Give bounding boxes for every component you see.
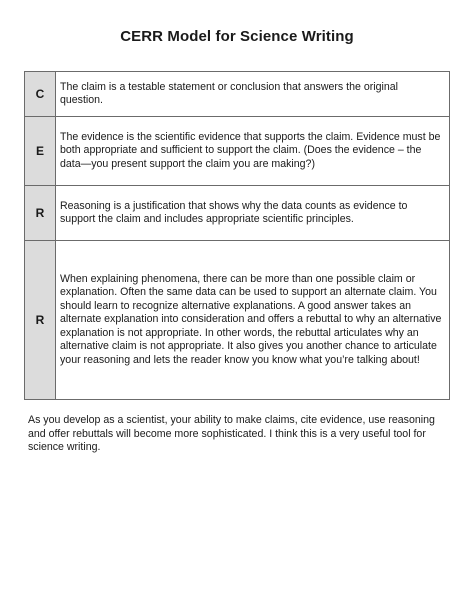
page-title: CERR Model for Science Writing <box>120 28 354 45</box>
rebuttal-description-text: When explaining phenomena, there can be more than one possible claim or explanation. Often the same data can be used to support an alternate claim. You should learn to recognize alternative explanations. A good answer takes an alternate explanation into consideration and offers a rebuttal to why an alternative explanation is not appropriate. In other words, the rebuttal articulates why an alternative claim is not appropriate. It also gives you another chance to articulate your reasoning and lets the reader know you know what you’re talking about! <box>60 273 442 366</box>
cerr-table <box>24 71 450 400</box>
evidence-description-text: The evidence is the scientific evidence that supports the claim. Evidence must be both appropriate and sufficient to support the claim. (Does the evidence – the data—you present support the claim you are making?) <box>60 130 441 170</box>
row-description-rebuttal <box>60 241 443 399</box>
row-letter-r-rebuttal: R <box>25 241 56 399</box>
row-letter-c: C <box>25 72 56 116</box>
row-description-claim <box>60 72 443 116</box>
table-row-claim <box>25 72 449 117</box>
row-letter-r-reasoning: R <box>25 186 56 240</box>
table-row-rebuttal <box>25 241 449 399</box>
closing-paragraph: As you develop as a scientist, your ability to make claims, cite evidence, use reasoning and offer rebuttals will become more sophisticated. I think this is a very useful tool for science writing. <box>28 414 435 454</box>
claim-description-text: The claim is a testable statement or conclusion that answers the original question. <box>60 80 398 106</box>
row-description-evidence <box>60 117 443 185</box>
row-description-reasoning <box>60 186 443 240</box>
table-row-evidence <box>25 117 449 186</box>
row-letter-e: E <box>25 117 56 185</box>
reasoning-description-text: Reasoning is a justification that shows why the data counts as evidence to support the claim and includes appropriate scientific principles. <box>60 199 408 225</box>
table-row-reasoning <box>25 186 449 241</box>
